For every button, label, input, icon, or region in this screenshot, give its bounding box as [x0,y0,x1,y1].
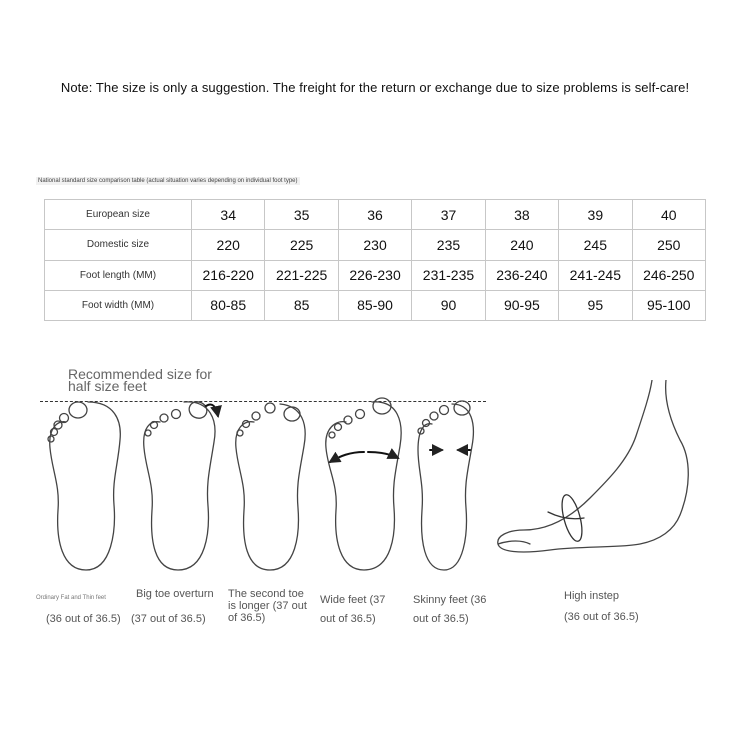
foot-type-recommend-2: (37 out of 36.5) [131,613,206,625]
big-toe-overturn-foot-icon [144,399,218,570]
table-cell: 225 [265,230,338,260]
table-cell: 235 [412,230,485,260]
foot-type-name-2: Big toe overturn [136,588,214,600]
foot-type-name-3: The second toe is longer (37 out of 36.5) [228,588,307,624]
row-label: European size [45,200,192,230]
table-cell: 226-230 [338,260,411,290]
foot-type-recommend-1: (36 out of 36.5) [46,613,121,625]
table-cell: 90 [412,290,485,320]
table-cell: 90-95 [485,290,558,320]
table-cell: 245 [559,230,632,260]
table-cell: 38 [485,200,558,230]
row-label: Foot width (MM) [45,290,192,320]
table-row [45,200,706,230]
table-cell: 34 [192,200,265,230]
table-cell: 35 [265,200,338,230]
table-cell: 231-235 [412,260,485,290]
table-cell: 246-250 [632,260,705,290]
table-row [45,230,706,260]
foot-type-recommend-6: (36 out of 36.5) [564,611,639,623]
table-cell: 36 [338,200,411,230]
table-cell: 241-245 [559,260,632,290]
table-cell: 95 [559,290,632,320]
size-note: Note: The size is only a suggestion. The freight for the return or exchange due to size problems is self-care! [60,80,690,95]
recommend-heading-line1: Recommended size for [68,366,212,382]
table-cell: 37 [412,200,485,230]
foot-type-name-6: High instep [564,590,620,602]
table-caption: National standard size comparison table (actual situation varies depending on individual foot type) [38,178,298,184]
table-row [45,290,706,320]
table-cell: 236-240 [485,260,558,290]
table-cell: 39 [559,200,632,230]
table-cell: 221-225 [265,260,338,290]
table-cell: 40 [632,200,705,230]
recommend-heading-line2: half size feet [68,378,147,394]
row-label: Domestic size [45,230,192,260]
size-comparison-table [44,199,706,321]
long-second-toe-foot-icon [236,403,305,570]
foot-illustrations [0,380,750,580]
ordinary-foot-icon [48,402,120,570]
row-label: Foot length (MM) [45,260,192,290]
table-cell: 240 [485,230,558,260]
skinny-foot-icon [418,401,473,570]
table-cell: 216-220 [192,260,265,290]
table-cell: 85-90 [338,290,411,320]
table-cell: 80-85 [192,290,265,320]
table-cell: 95-100 [632,290,705,320]
table-cell: 220 [192,230,265,260]
table-row [45,260,706,290]
foot-type-name-5: Skinny feet (36 out of 36.5) [413,594,487,625]
table-cell: 230 [338,230,411,260]
foot-type-name-1: Ordinary Fat and Thin feet [36,595,106,601]
table-cell: 85 [265,290,338,320]
foot-type-name-4: Wide feet (37 out of 36.5) [320,594,386,625]
wide-foot-icon [326,398,401,570]
table-cell: 250 [632,230,705,260]
high-instep-foot-icon [498,380,688,552]
